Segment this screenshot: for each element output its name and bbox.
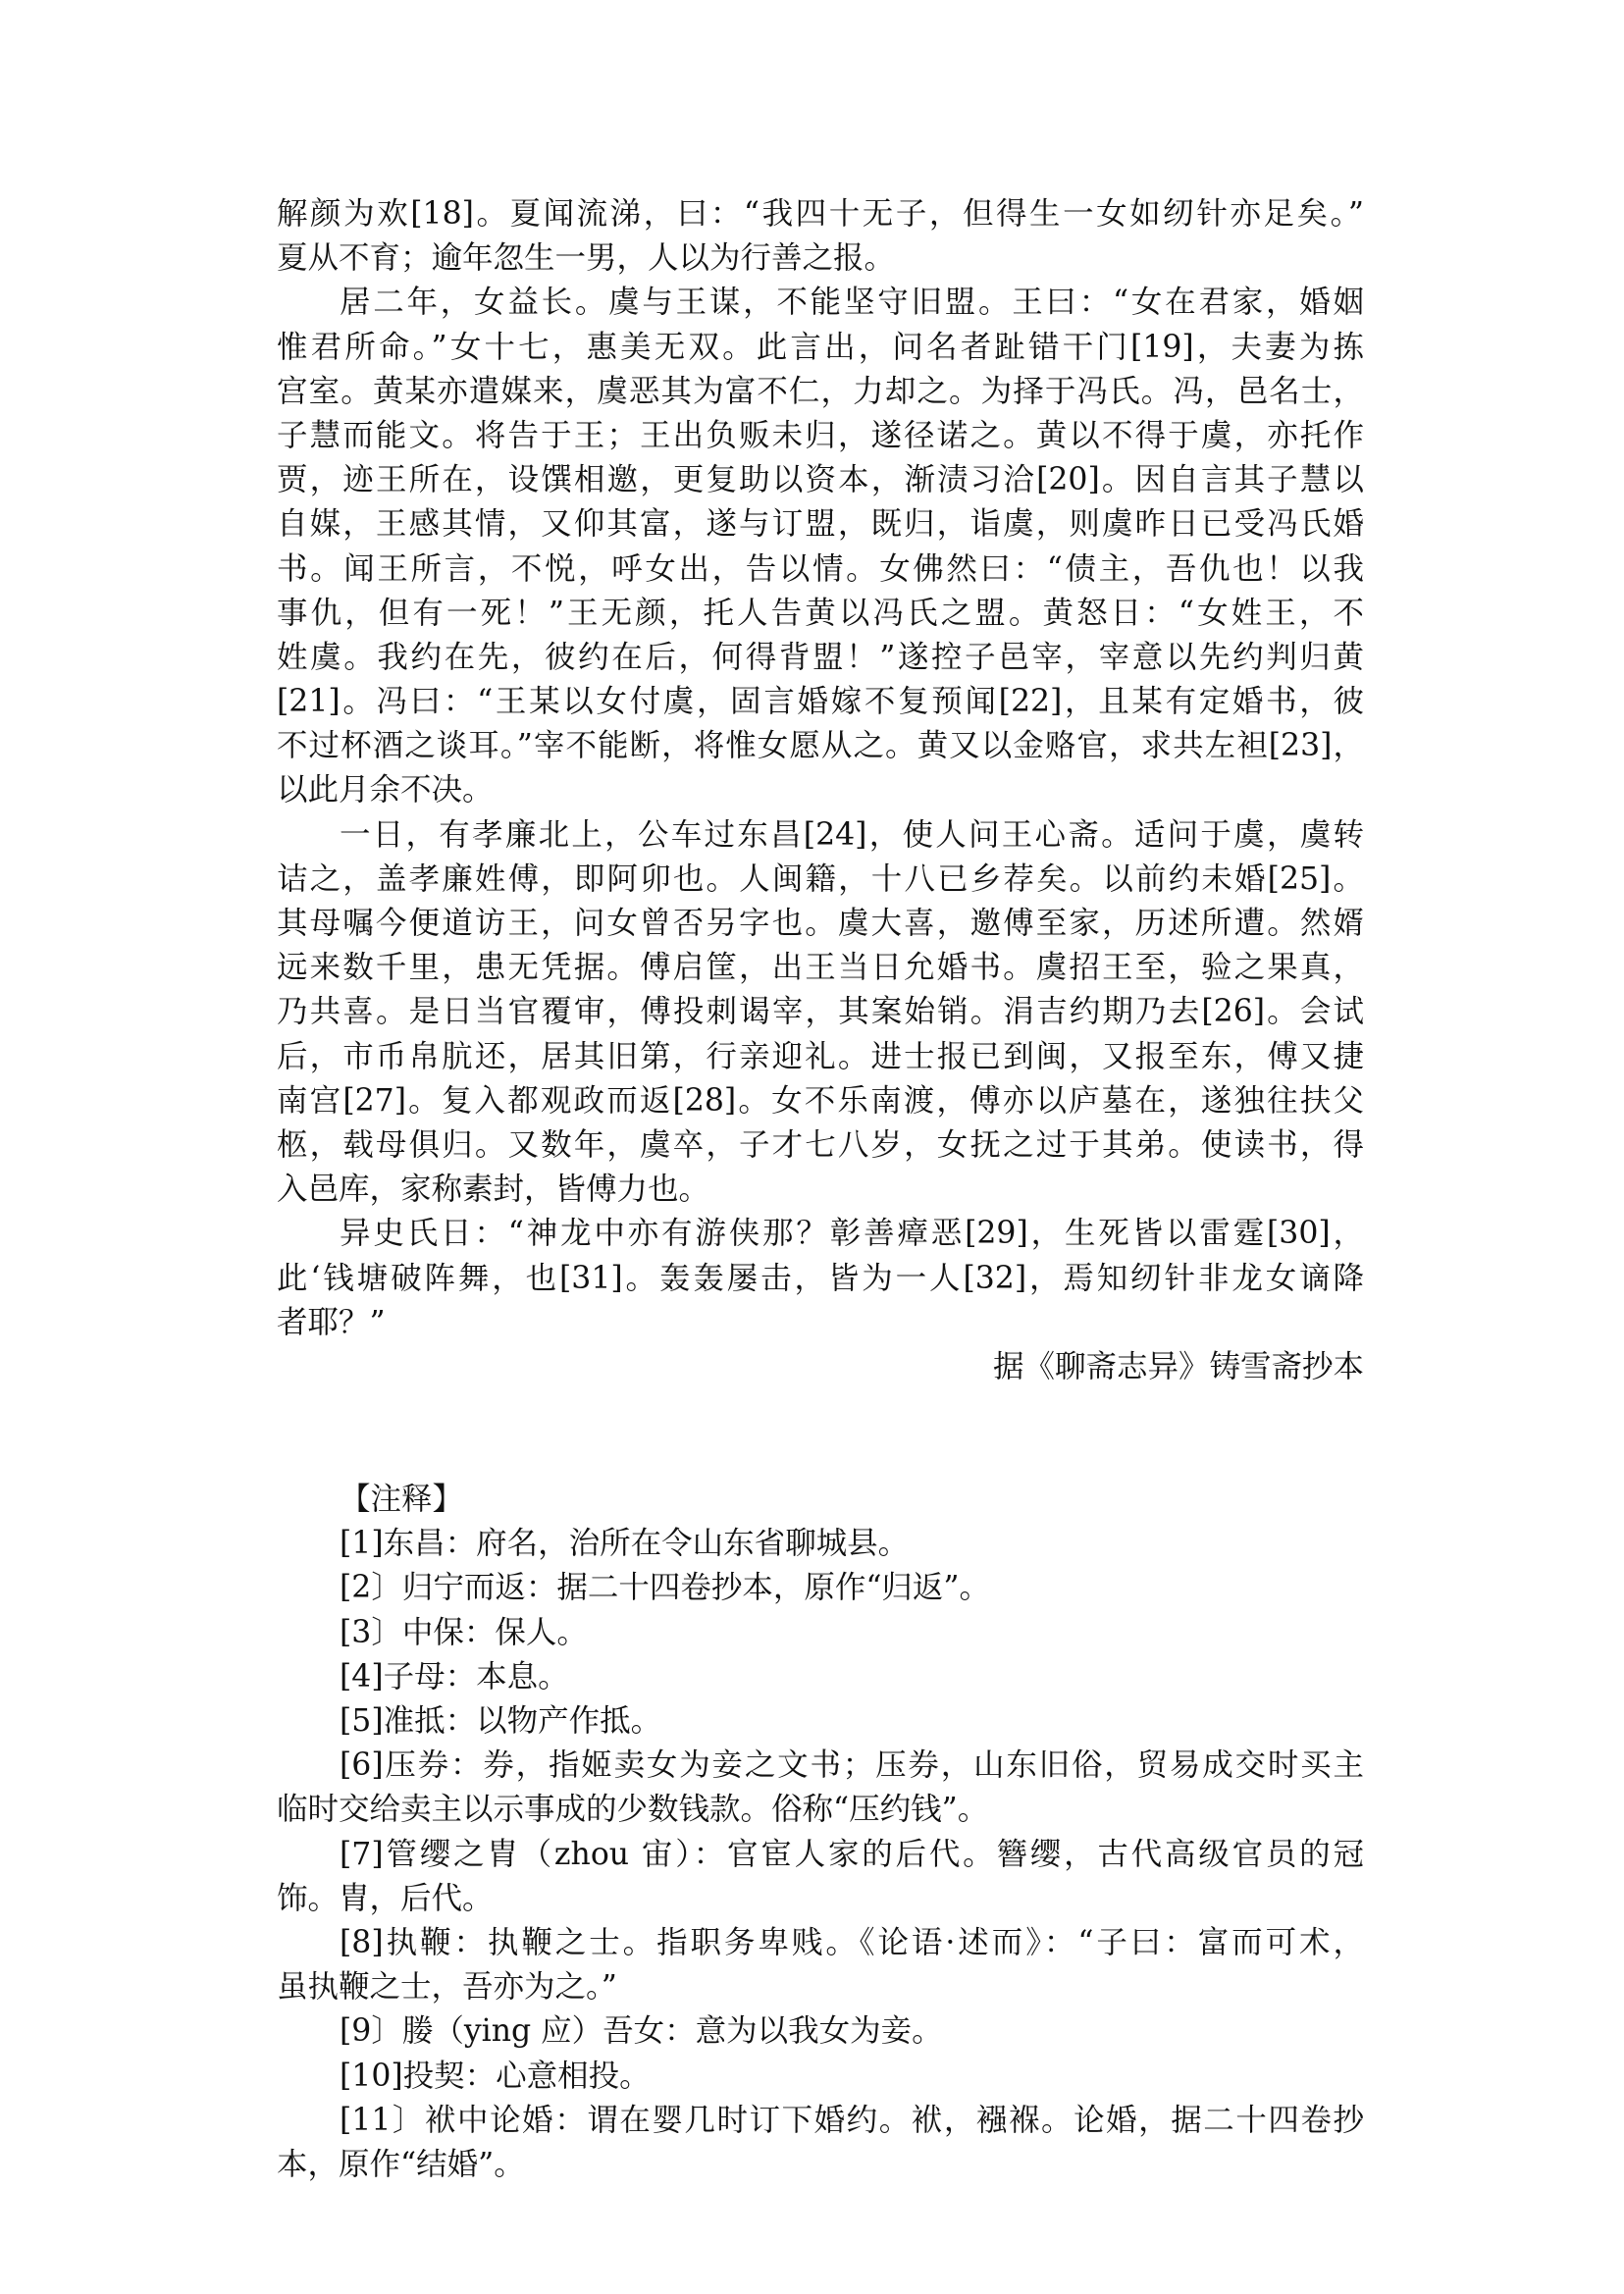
text-line: 诘之，盖孝廉姓傅，即阿卯也。人闽籍，十八已乡荐矣。以前约未婚[25]。 — [277, 860, 1364, 897]
text-line: 自媒，王感其情，又仰其富，遂与订盟，既归，诣虞，则虞昨日已受冯氏婚 — [277, 506, 1364, 543]
text-line: 姓虞。我约在先，彼约在后，何得背盟！”遂控子邑宰，宰意以先约判归黄 — [277, 639, 1364, 675]
notes-section — [277, 1478, 1364, 2187]
text-line: 乃共喜。是日当官覆审，傅投刺谒宰，其案始销。涓吉约期乃去[26]。会试 — [277, 994, 1364, 1030]
note-line: [1]东昌：府名，治所在令山东省聊城县。 — [340, 1526, 910, 1562]
section-gap — [277, 1389, 1364, 1478]
note-line: [5]准抵：以物产作抵。 — [340, 1703, 662, 1739]
text-line: 远来数千里，患无凭据。傅启筐，出王当日允婚书。虞招王至，验之果真， — [277, 950, 1364, 986]
text-line: 事仇，但有一死！”王无颜，托人告黄以冯氏之盟。黄怒日：“女姓王，不 — [277, 595, 1364, 631]
note-line: [8]执鞭：执鞭之士。指职务卑贱。《论语·述而》：“子曰：富而可术， — [340, 1924, 1364, 1960]
text-line: 书。闻王所言，不悦，呼女出，告以情。女佛然曰：“债主，吾仇也！以我 — [277, 550, 1364, 587]
note-line: [11〕袱中论婚：谓在婴几时订下婚约。袱，襁褓。论婚，据二十四卷抄 — [340, 2102, 1364, 2138]
notes-heading: 【注释】 — [340, 1482, 464, 1518]
text-line: 宫室。黄某亦遣媒来，虞恶其为富不仁，力却之。为择于冯氏。冯，邑名士， — [277, 373, 1364, 409]
note-line: 饰。胄，后代。 — [277, 1880, 494, 1916]
text-line: [21]。冯曰：“王某以女付虞，固言婚嫁不复预闻[22]，且某有定婚书，彼 — [277, 684, 1364, 720]
story-text — [277, 192, 1364, 1389]
text-line: 贾，迹王所在，设馔相邀，更复助以资本，渐渍习洽[20]。因自言其子慧以 — [277, 462, 1364, 498]
text-line: 一日，有孝廉北上，公车过东昌[24]，使人问王心斋。适问于虞，虞转 — [340, 816, 1364, 853]
text-line: 夏从不育；逾年忽生一男，人以为行善之报。 — [277, 240, 896, 277]
text-line: 此‘钱塘破阵舞，也[31]。轰轰屡击，皆为一人[32]，焉知纫针非龙女谪降 — [277, 1260, 1364, 1296]
text-line: 惟君所命。”女十七，惠美无双。此言出，问名者趾错干门[19]，夫妻为拣 — [277, 329, 1364, 365]
text-line: 解颜为欢[18]。夏闻流涕，曰：“我四十无子，但得生一女如纫针亦足矣。” — [277, 196, 1364, 232]
text-line: 入邑库，家称素封，皆傅力也。 — [277, 1172, 710, 1208]
note-line: [9〕媵（ying 应）吾女：意为以我女为妾。 — [340, 2013, 943, 2050]
note-line: [4]子母：本息。 — [340, 1658, 569, 1694]
note-line: [2〕归宁而返：据二十四卷抄本，原作“归返”。 — [340, 1570, 991, 1606]
text-line: 居二年，女益长。虞与王谋，不能坚守旧盟。王曰：“女在君家，婚姻 — [340, 285, 1364, 321]
note-line: 临时交给卖主以示事成的少数钱款。俗称“压约钱”。 — [277, 1792, 989, 1828]
note-line: [3〕中保：保人。 — [340, 1614, 588, 1650]
source-citation: 据《聊斋志异》铸雪斋抄本 — [992, 1348, 1364, 1384]
text-line: 子慧而能文。将告于王；王出负贩未归，遂径诺之。黄以不得于虞，亦托作 — [277, 417, 1364, 453]
text-line: 柩，载母俱归。又数年，虞卒，子才七八岁，女抚之过于其弟。使读书，得 — [277, 1126, 1364, 1163]
text-line: 后，市币帛肮还，居其旧第，行亲迎礼。进士报已到闽，又报至东，傅又捷 — [277, 1038, 1364, 1074]
note-line: 虽执鞭之士，吾亦为之。” — [277, 1969, 617, 2006]
text-line: 不过杯酒之谈耳。”宰不能断，将惟女愿从之。黄又以金赂官，求共左袒[23]， — [277, 728, 1364, 764]
note-line: [7]管缨之胄（zhou 宙）：官宦人家的后代。簪缨，古代高级官员的冠 — [340, 1836, 1364, 1872]
note-line: [6]压券：券，指姬卖女为妾之文书；压券，山东旧俗，贸易成交时买主 — [340, 1747, 1364, 1784]
text-line: 异史氏日：“神龙中亦有游侠那？彰善瘴恶[29]，生死皆以雷霆[30]， — [340, 1216, 1364, 1252]
text-line: 南宫[27]。复入都观政而返[28]。女不乐南渡，傅亦以庐墓在，遂独往扶父 — [277, 1082, 1364, 1119]
note-line: [10]投契：心意相投。 — [340, 2058, 651, 2094]
document-page — [277, 192, 1364, 2187]
text-line: 者耶？” — [277, 1304, 386, 1340]
note-line: 本，原作“结婚”。 — [277, 2146, 525, 2182]
text-line: 以此月余不决。 — [277, 772, 494, 808]
text-line: 其母嘱今便道访王，问女曾否另字也。虞大喜，邀傅至家，历述所遭。然婿 — [277, 906, 1364, 941]
